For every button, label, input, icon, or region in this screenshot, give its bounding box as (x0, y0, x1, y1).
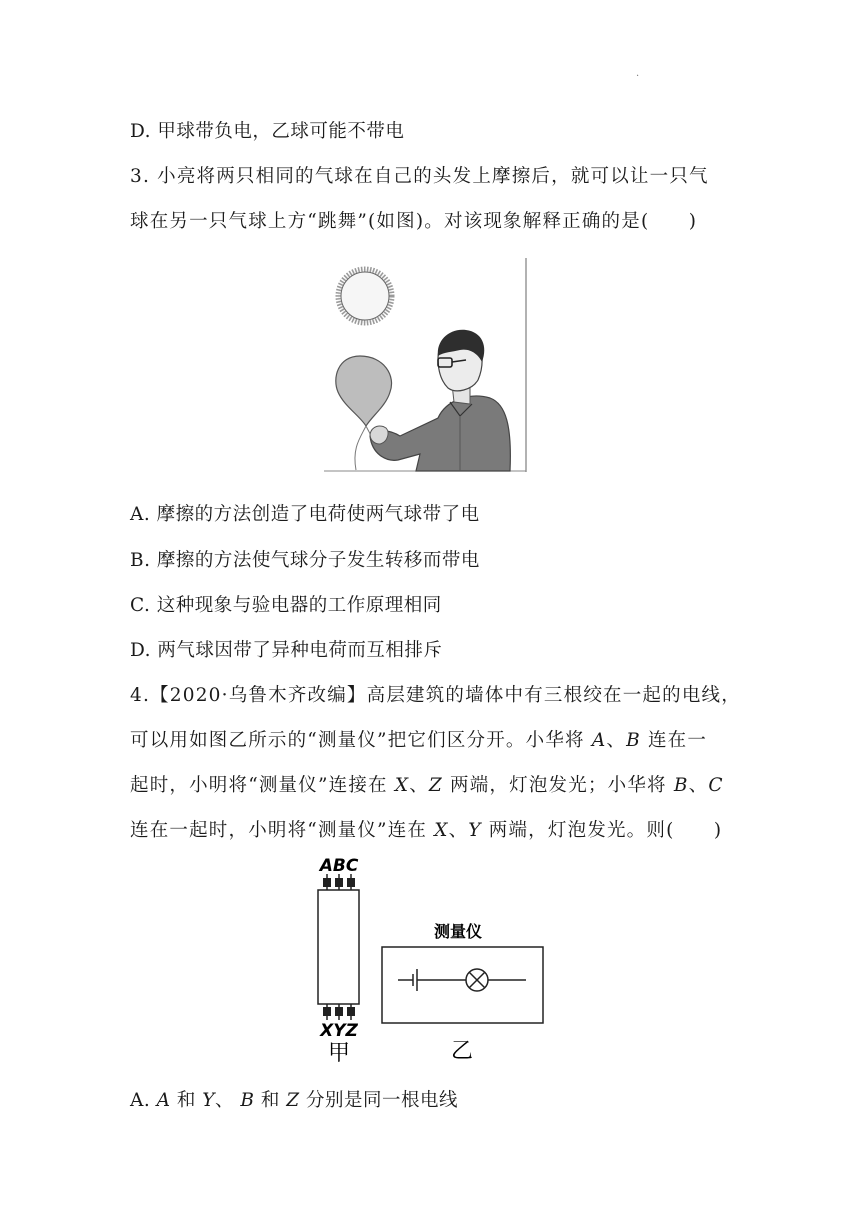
boy-shirt (370, 396, 510, 471)
top-terminal-label: ABC (319, 856, 359, 876)
balloon-figure (320, 258, 530, 474)
meter-box (382, 947, 543, 1023)
meter-title: 测量仪 (433, 922, 483, 941)
wire-figure (300, 850, 560, 1066)
lower-balloon (336, 356, 392, 426)
cable-body (318, 890, 359, 1004)
caption-yi: 乙 (450, 1039, 474, 1064)
q4-stem-line-4: 连在一起时，小明将“测量仪”连在 X、Y 两端，灯泡发光。则( ) (130, 820, 723, 841)
bottom-connectors (323, 1004, 355, 1020)
q4-stem-line-1: 4.【2020·乌鲁木齐改编】高层建筑的墙体中有三根绞在一起的电线， (130, 685, 741, 706)
q4-stem-line-3: 起时，小明将“测量仪”连接在 X、Z 两端，灯泡发光；小华将 B、C (130, 775, 724, 796)
q3-option-d: D. 两气球因带了异种电荷而互相排斥 (130, 640, 443, 661)
bottom-terminal-label: XYZ (320, 1021, 358, 1041)
q4-stem-line-2: 可以用如图乙所示的“测量仪”把它们区分开。小华将 A、B 连在一 (130, 730, 708, 751)
q3-stem-line-2: 球在另一只气球上方“跳舞”(如图)。对该现象解释正确的是( ) (130, 211, 698, 232)
top-connectors (323, 874, 355, 890)
q3-stem-line-1: 3. 小亮将两只相同的气球在自己的头发上摩擦后，就可以让一只气 (130, 166, 709, 187)
q3-option-c: C. 这种现象与验电器的工作原理相同 (130, 595, 442, 616)
q4-option-a: A. A 和 Y、 B 和 Z 分别是同一根电线 (130, 1090, 458, 1111)
caption-jia: 甲 (327, 1041, 351, 1066)
header-dot: . (636, 68, 640, 79)
q3-option-b: B. 摩擦的方法使气球分子发生转移而带电 (130, 550, 480, 571)
q2-option-d: D. 甲球带负电，乙球可能不带电 (130, 121, 405, 142)
q3-option-a: A. 摩擦的方法创造了电荷使两气球带了电 (130, 504, 480, 525)
